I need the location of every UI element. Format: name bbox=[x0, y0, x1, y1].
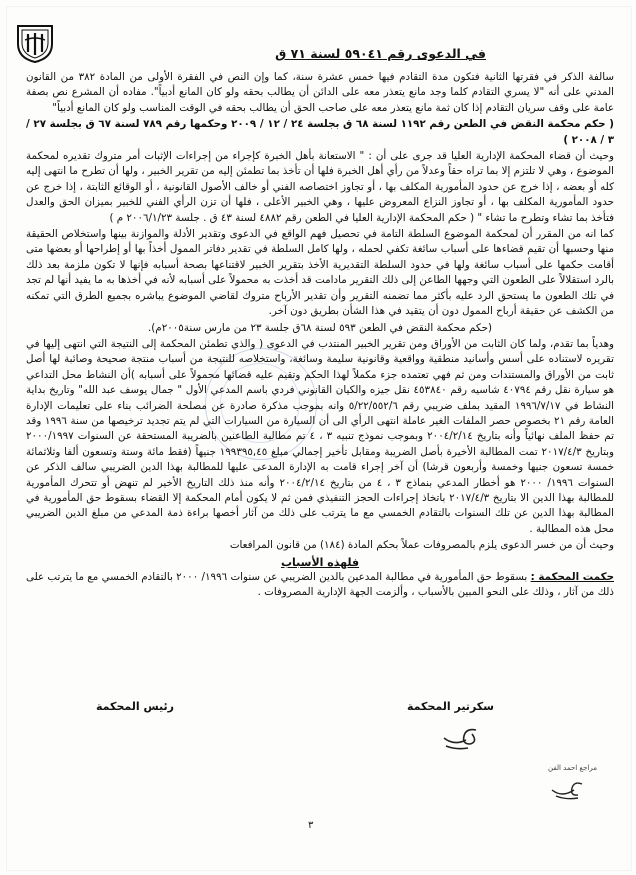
secretary-label: سكرتير المحكمة bbox=[407, 700, 494, 713]
court-emblem-icon bbox=[14, 22, 56, 64]
paragraph-citation-cassation: ( حكم محكمة النقض في الطعن رقم ١١٩٢ لسنة ٦٨ ق بجلسة ٢٤ / ١٢ / ٢٠٠٩ وحكمها رقم ٧٨٩ لسنة ٦٧ ق بجلسة ٢٧ / ٣ / ٢٠٠٨ ) bbox=[26, 118, 614, 146]
paragraph-expert-precedent: وحيث أن قضاء المحكمة الإدارية العليا قد جرى على أن : " الاستعانة بأهل الخبرة كإجراء من إجراءات الإثبات أمر متروك تقديره لمحكمة الموضوع ، وهي لا تلتزم إلا بما تراه حقاً وعدلاً من رأي أهل الخبرة فلها أن تأخذ بما تطمئن إليه من تقرير الخبير ، ولها أن تطرح ما انتهى إليه كله أو بعضه ، إذا خرج عن حدود المأمورية المكلف بها ، أو تجاوز اختصاصه الفني أو خالف الأصول القانونية ، أو الوقائع الثابتة ، إذا خرج عن حدود المأمورية المكلف بها ، أو تجاوز النزاع المعروض عليها ، وهي الخبير الأعلى ، فلها أن تزن الرأي الفني للخبير بميزان الحق والعدل فتأخذ بما تشاء وتطرح ما تشاء " ( حكم المحكمة الإدارية العليا في الطعن رقم ٤٨٨٢ لسنة ٤٣ ق . جلسة ٢٠٠٦/١/٢٣ م ) bbox=[26, 150, 614, 224]
paragraph-facts: وهدياً بما تقدم، ولما كان الثابت من الأوراق ومن تقرير الخبير المنتدب في الدعوى ( والذي تطمئن المحكمة إلى النتيجة التي انتهى إليها في تقريره لاستناده على أسس وأسانيد منطقية وواقعية وقانونية سليمة وسائغة، واستخلاصه للنتيجة من أسباب منتجة صحيحة وصائبة لها أصل ثابت من الأوراق والمستندات ومن ثم فهي تعتمده جزء مكملاً لهذا الحكم وتقيم عليه قضائها محمولاً على أسبابه )أن النشاط محل التداعي هو سيارة نقل رقم ٤٠٧٩٤ شاسيه رقم ٤٥٣٨٤٠ نقل جيزه والكيان القانوني فردي باسم المدعي الأول " جمال يوسف عبد الله" وتاريخ بداية النشاط في ١٩٩٦/٧/١٧ المقيد بملف ضريبي رقم ٥/٢٢/٥٥٢/٦ وانه بموجب مذكرة صادرة عن مصلحة الضرائب بناء على تعليمات الإدارة العامة رقم ٢١ بخصوص حصر الملفات الغير عاملة انتهى الرأي الى أن السيارة من السيارات التي لم يتم تجديد ترخيصها من سنة ١٩٩٦ وقد تم حفظ الملف نهائياً وأنه بتاريخ ٢٠٠٤/٢/١٤ وبموجب نموذج تنبيه ٣ ، ٤ تم مطالبة الطاعنين بالضريبة المستحقة عن السنوات ٢٠٠٠/١٩٩٧ وبتاريخ ٢٠١٧/٤/٣ تمت المطالبة الأخيرة بأصل الضريبة ومقابل تأخير إجمالي مبلغ ١٩٩٣٩٥,٤٥ جنيهاً (فقط مائة وستة وتسعون ألفا وثلاثمائة خمسة تسعون جنيها وخمسة وأربعون قرشا) أن آخر إجراء قامت به الإدارة المدعى عليها للمطالبة بهذا الدين الضريبي سالف الذكر عن السنوات ١٩٩٦/ ٢٠٠٠ هو أخطار المدعي بنماذج ٣ ، ٤ من بتاريخ ٢٠٠٤/٢/١٤ وأنه منذ ذلك التاريخ الأخير لم تنهض أو تتحرك المأمورية للمطالبة بهذا الدين الا بتاريخ ٢٠١٧/٤/٣ باتخاذ إجراءات الحجز التنفيذي فمن ثم لا يكون أمام المحكمة إلا القضاء بسقوط حق المأمورية في المطالبة بهذا الدين عن تلك السنوات بالتقادم الخمسي مع ما يترتب على ذلك من آثار أخصها براءة ذمة المدعي من مبلغ الدين الضريبي محل هذه المطالبة . bbox=[26, 337, 615, 535]
paragraph-statute: سالفة الذكر في فقرتها الثانية فتكون مدة التقادم فيها خمس عشرة سنة، كما وإن النص في الفقرة الأولى من المادة ٣٨٢ من القانون المدني على أنه "لا يسري التقادم كلما وجد مانع يتعذر معه على الدائن أن يطالب بحقه ولو كان المانع أدبياً". مفاده أن المشرع نص بصفة عامة على وقف سريان التقادم إذا كان ثمة مانع يتعذر معه على صاحب الحق أن يطالب بحقه في الوقت المناسب ولو كان المانع أدبياً" bbox=[26, 71, 614, 114]
verdict-text: بسقوط حق المأمورية في مطالبة المدعين بالدين الضريبي عن سنوات ١٩٩٦/ ٢٠٠٠ بالتقادم الخمسي مع ما يترتب على ذلك من آثار ، وذلك على النحو المبين بالأسباب ، وألزمت الجهة الإدارية المصروفات . bbox=[26, 570, 614, 598]
president-label: رئيس المحكمة bbox=[96, 700, 174, 713]
paragraph-evidence-authority: كما انه من المقرر أن لمحكمة الموضوع السلطة التامة في تحصيل فهم الواقع في الدعوى وتقدير الأدلة والموازنة بينها واستخلاص الحقيقة منها وحسبها أن تقيم قضاءها على أسباب سائغة تكفي لحمله ، ولها كامل السلطة في تقدير دفاتر الممول أخذاً بها أو إطراحها أو بعضها متى أقامت حكمها على أسباب سائغة ولها في حدود السلطة التقديرية الأخذ بتقرير الخبير لاقتناعها بصحة أسبابه فإنها لا تكون ملزمة بعد ذلك بالرد استقلالاً على الطعون التي وجهها الطاعن إلى ذلك التقرير مادامت قد أخذت به محمولاً على أسبابه لأنه في أخذها به ما يفيد أنها لم تجد في تلك الطعون ما يستحق الرد عليه بأكثر مما تضمنه التقرير وأن تقدير الأرباح متروك لقاضي الموضوع يباشره بجميع الطرق التي تمكنه من الكشف عن حقيقة أرباح الممول دون أن يتقيد في هذا الشأن بطريق دون آخر. bbox=[26, 228, 614, 318]
case-heading: في الدعوى رقم ٥٩٠٤١ لسنة ٧١ ق bbox=[275, 46, 486, 61]
signature-row bbox=[26, 700, 614, 720]
verdict-label: حكمت المحكمة : bbox=[530, 570, 615, 583]
document-body bbox=[26, 70, 614, 601]
footnote-reviewer: مراجع احمد الفن bbox=[548, 764, 597, 772]
reasons-title: فلهذه الأسباب bbox=[280, 555, 360, 569]
footer-signature-icon bbox=[548, 778, 588, 800]
paragraph-costs: وحيث أن من خسر الدعوى يلزم بالمصروفات عملاً بحكم المادة (١٨٤) من قانون المرافعات bbox=[229, 539, 614, 552]
secretary-signature-icon bbox=[436, 724, 486, 752]
verdict-paragraph bbox=[26, 570, 614, 601]
page-number: ٣ bbox=[308, 820, 314, 831]
paragraph-citation-2005: (حكم محكمة النقض في الطعن ٥٩٣ لسنة ٦٨ق جلسة ٢٣ من مارس سنة٢٠٠٥م). bbox=[148, 321, 492, 334]
